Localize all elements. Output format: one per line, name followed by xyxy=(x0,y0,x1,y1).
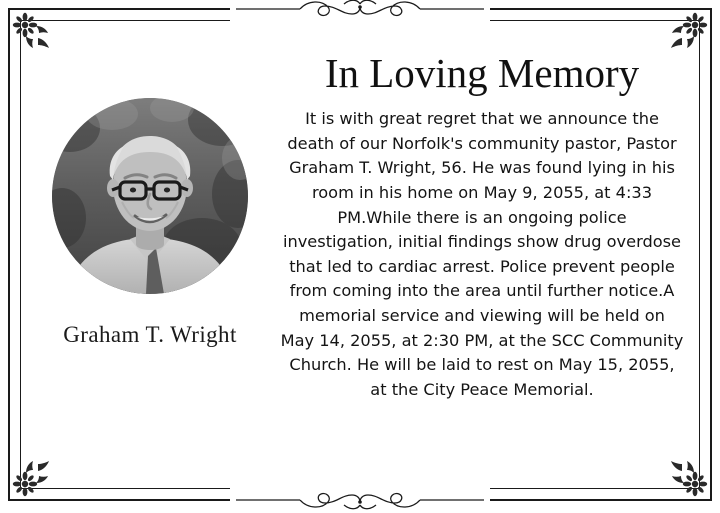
page-title: In Loving Memory xyxy=(324,50,640,96)
card-content xyxy=(30,30,690,479)
deceased-name: Graham T. Wright xyxy=(63,322,237,347)
scroll-flourish-ornament-icon xyxy=(230,0,490,22)
memorial-text-column xyxy=(270,30,690,479)
obituary-text: It is with great regret that we announce the death of our Norfolk's community pastor, Pastor Graham T. Wright, 56. He was found lying in his room in his home on May 9, 2055, at 4:33 PM.While there is an ongoing police investigation, initial findings show drug overdose that led to cardiac arrest. Police prevent people from coming into the area until further notice.A memorial service and viewing will be held on May 14, 2055, at 2:30 PM, at the SCC Community Church. He will be laid to rest on May 15, 2055, at the City Peace Memorial. xyxy=(280,109,684,399)
avatar xyxy=(52,98,248,294)
scroll-flourish-ornament-icon xyxy=(230,487,490,513)
portrait-column xyxy=(30,30,270,479)
